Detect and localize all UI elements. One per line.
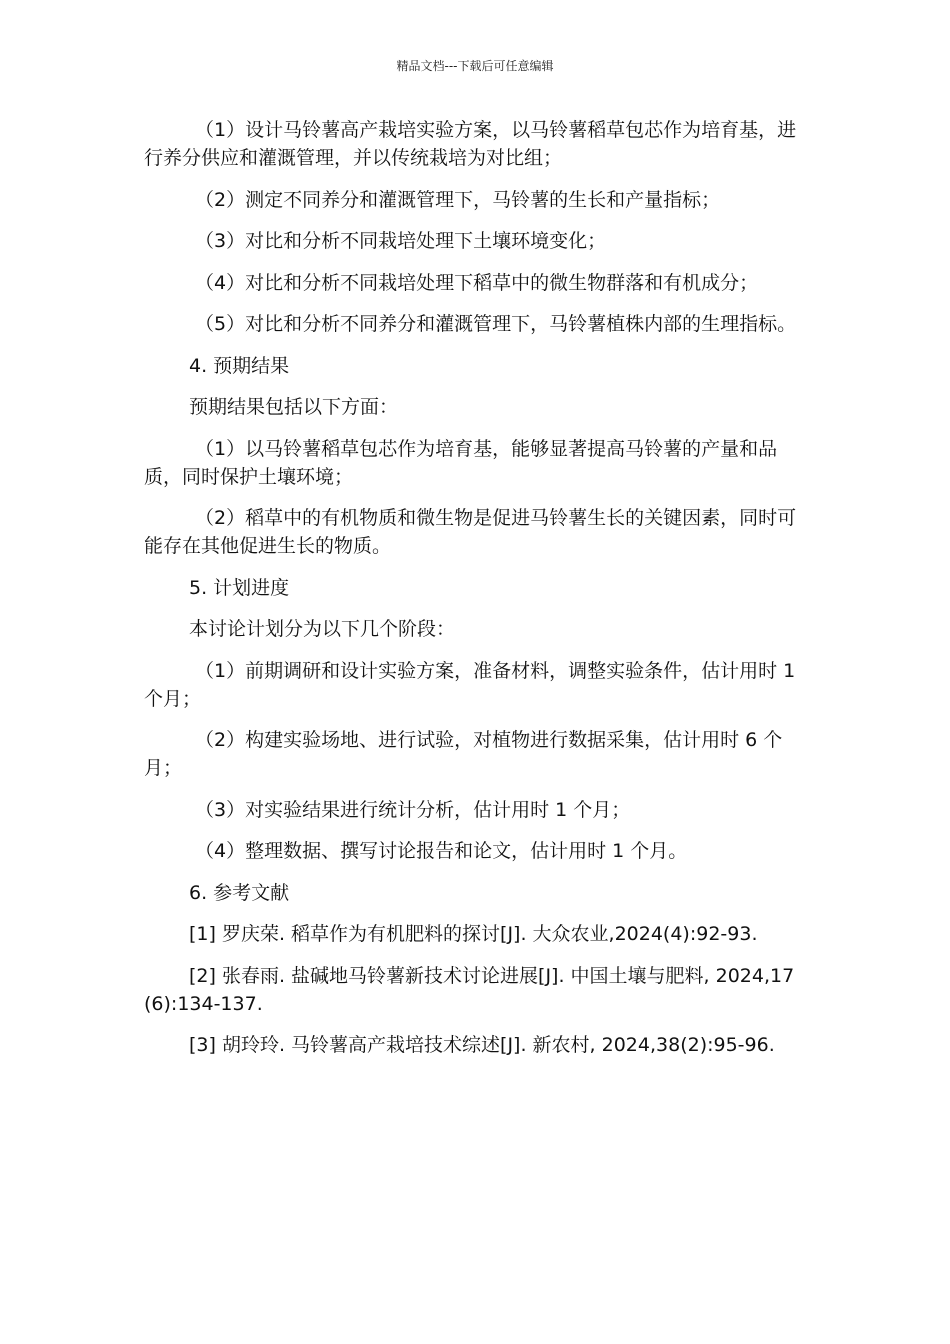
expected-results-intro: 预期结果包括以下方面： xyxy=(189,396,399,418)
schedule-item-1: （1）前期调研和设计实验方案，准备材料，调整实验条件，估计用时 1 个月； xyxy=(144,659,796,710)
page-header: 精品文档---下载后可任意编辑 xyxy=(396,59,554,73)
section-heading-expected-results: 4. 预期结果 xyxy=(189,354,290,377)
expected-result-item-2: （2）稻草中的有机物质和微生物是促进马铃薯生长的关键因素，同时可能存在其他促进生长的物质。 xyxy=(144,507,797,557)
objective-item-4: （4）对比和分析不同栽培处理下稻草中的微生物群落和有机成分； xyxy=(195,271,759,294)
objective-item-3: （3）对比和分析不同栽培处理下土壤环境变化； xyxy=(195,230,607,252)
document-body xyxy=(144,116,810,1073)
objective-item-2: （2）测定不同养分和灌溉管理下，马铃薯的生长和产量指标； xyxy=(195,188,721,211)
schedule-item-2: （2）构建实验场地、进行试验，对植物进行数据采集，估计用时 6 个月； xyxy=(144,729,783,779)
schedule-item-3: （3）对实验结果进行统计分析，估计用时 1 个月； xyxy=(195,798,631,821)
expected-result-item-1: （1）以马铃薯稻草包芯作为培育基，能够显著提高马铃薯的产量和品质，同时保护土壤环境； xyxy=(144,437,778,488)
section-heading-references: 6. 参考文献 xyxy=(189,881,290,904)
section-heading-schedule: 5. 计划进度 xyxy=(189,576,290,599)
reference-item-3: [3] 胡玲玲. 马铃薯高产栽培技术综述[J]. 新农村, 2024,38(2):95-96. xyxy=(189,1034,775,1056)
reference-item-2: [2] 张春雨. 盐碱地马铃薯新技术讨论进展[J]. 中国土壤与肥料, 2024,17(6):134-137. xyxy=(144,964,795,1015)
reference-item-1: [1] 罗庆荣. 稻草作为有机肥料的探讨[J]. 大众农业,2024(4):92-93. xyxy=(189,923,758,945)
schedule-intro: 本讨论计划分为以下几个阶段： xyxy=(189,618,456,640)
schedule-item-4: （4）整理数据、撰写讨论报告和论文，估计用时 1 个月。 xyxy=(195,840,688,862)
objective-item-1: （1）设计马铃薯高产栽培实验方案，以马铃薯稻草包芯作为培育基，进行养分供应和灌溉管理，并以传统栽培为对比组； xyxy=(144,119,797,169)
objective-item-5: （5）对比和分析不同养分和灌溉管理下，马铃薯植株内部的生理指标。 xyxy=(195,313,797,335)
